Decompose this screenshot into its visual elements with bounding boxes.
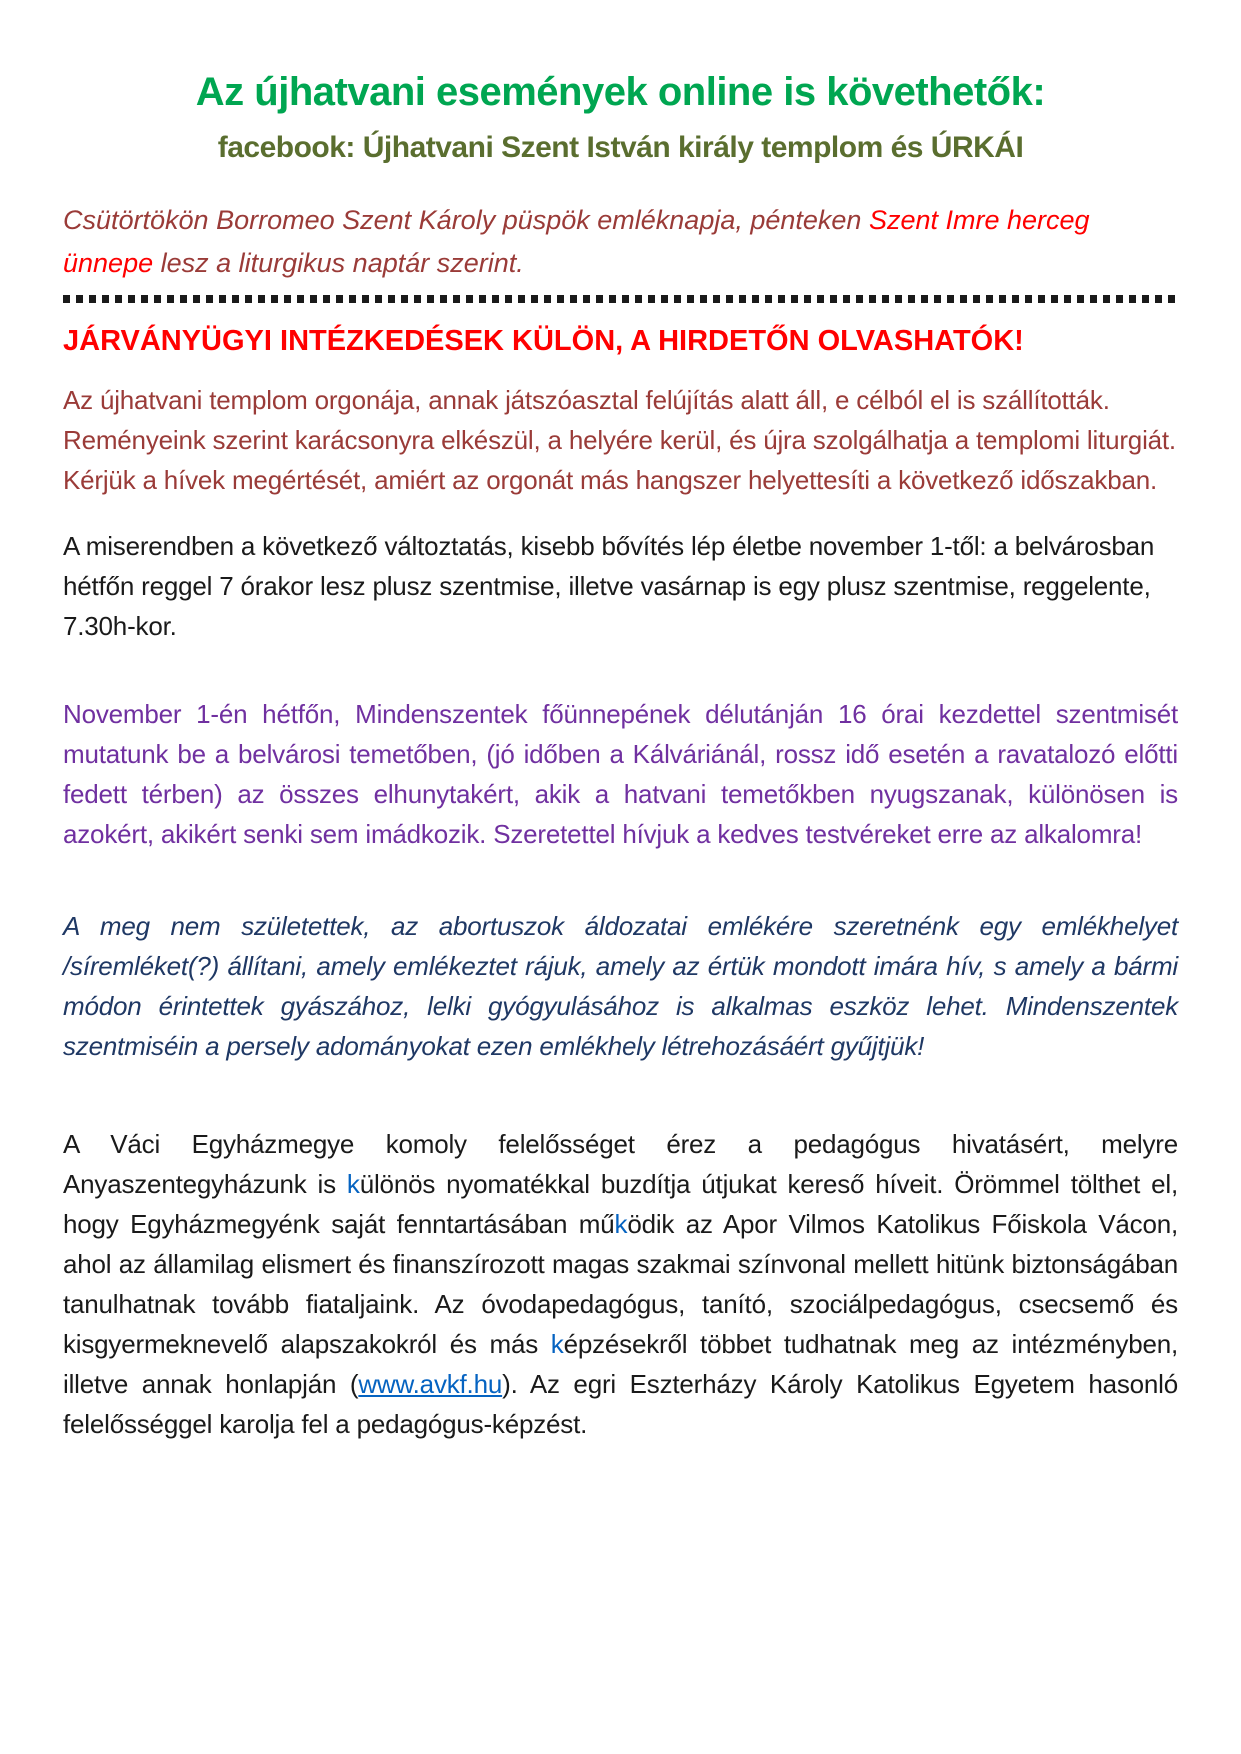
text-segment: k bbox=[550, 1329, 564, 1359]
text-segment: A Váci Egyházmegye komoly felelősséget érez a pedagógus hivatásért, melyre Anyaszentegyházunk is bbox=[63, 1129, 1178, 1199]
pedagogy-college-paragraph bbox=[63, 1124, 1178, 1444]
avkf-website-link[interactable]: www.avkf.hu bbox=[358, 1369, 503, 1399]
epidemic-notice-heading: JÁRVÁNYÜGYI INTÉZKEDÉSEK KÜLÖN, A HIRDETŐN OLVASHATÓK! bbox=[63, 325, 1024, 357]
text-segment: Szent Imre herceg ünnepe bbox=[63, 205, 1090, 278]
mass-schedule-paragraph: A miserendben a következő változtatás, kisebb bővítés lép életbe november 1-től: a belvárosban hétfőn reggel 7 órakor lesz plusz szentmise, illetve vasárnap is egy plusz szentmise, reggelente, 7.30h-kor. bbox=[63, 531, 1155, 641]
text-segment: k bbox=[614, 1209, 628, 1239]
dotted-divider bbox=[63, 295, 1178, 303]
page-title: Az újhatvani események online is követhetők: bbox=[195, 70, 1046, 114]
text-segment: lesz a liturgikus naptár szerint. bbox=[153, 248, 524, 278]
memorial-fund-paragraph: A meg nem születettek, az abortuszok áldozatai emlékére szeretnénk egy emlékhelyet /síremléket(?) állítani, amely emlékeztet rájuk, amely az értük mondott imára hív, s amely a bármi módon érintettek gyászához, lelki gyógyulásához is alkalmas eszköz lehet. Mindenszentek szentmiséin a persely adományokat ezen emlékhely létrehozásáért gyűjtjük! bbox=[63, 911, 1178, 1061]
text-segment: ). Az egri Eszterházy Károly Katolikus Egyetem hasonló felelősséggel karolja fel a pedagógus-képzést. bbox=[63, 1369, 1179, 1439]
all-saints-mass-paragraph: November 1-én hétfőn, Mindenszentek főünnepének délutánján 16 órai kezdettel szentmisét mutatunk be a belvárosi temetőben, (jó időben a Kálváriánál, rossz idő esetén a ravatalozó előtti fedett térben) az összes elhunytakért, akik a hatvani temetőkben nyugszanak, különösen is azokért, akikért senki sem imádkozik. Szeretettel hívjuk a kedves testvéreket erre az alkalomra! bbox=[63, 699, 1178, 849]
text-segment: épzésekről többet tudhatnak meg az intézményben, illetve annak honlapján ( bbox=[63, 1329, 1178, 1399]
text-segment: Csütörtökön Borromeo Szent Károly püspök emléknapja, pénteken bbox=[63, 205, 869, 235]
text-segment: k bbox=[346, 1169, 360, 1199]
text-segment: ülönös nyomatékkal buzdítja útjukat kereső híveit. Örömmel tölthet el, hogy Egyházmegyénk saját fenntartásában mű bbox=[63, 1169, 1178, 1239]
liturgical-intro-paragraph bbox=[63, 199, 1178, 285]
facebook-subtitle: facebook: Újhatvani Szent István király templom és ÚRKÁI bbox=[217, 131, 1024, 164]
text-segment: ödik az Apor Vilmos Katolikus Főiskola Vácon, ahol az államilag elismert és finanszírozott magas szakmai színvonal mellett hitünk biztonságában tanulhatnak tovább fiataljaink. Az óvodapedagógus, tanító, szociálpedagógus, csecsemő és kisgyermeknevelő alapszakokról és más bbox=[63, 1209, 1178, 1359]
organ-renovation-paragraph: Az újhatvani templom orgonája, annak játszóasztal felújítás alatt áll, e célból el is szállították. Reményeink szerint karácsonyra elkészül, a helyére kerül, és újra szolgálhatja a templomi liturgiát. Kérjük a hívek megértését, amiért az orgonát más hangszer helyettesíti a következő időszakban. bbox=[63, 385, 1176, 495]
